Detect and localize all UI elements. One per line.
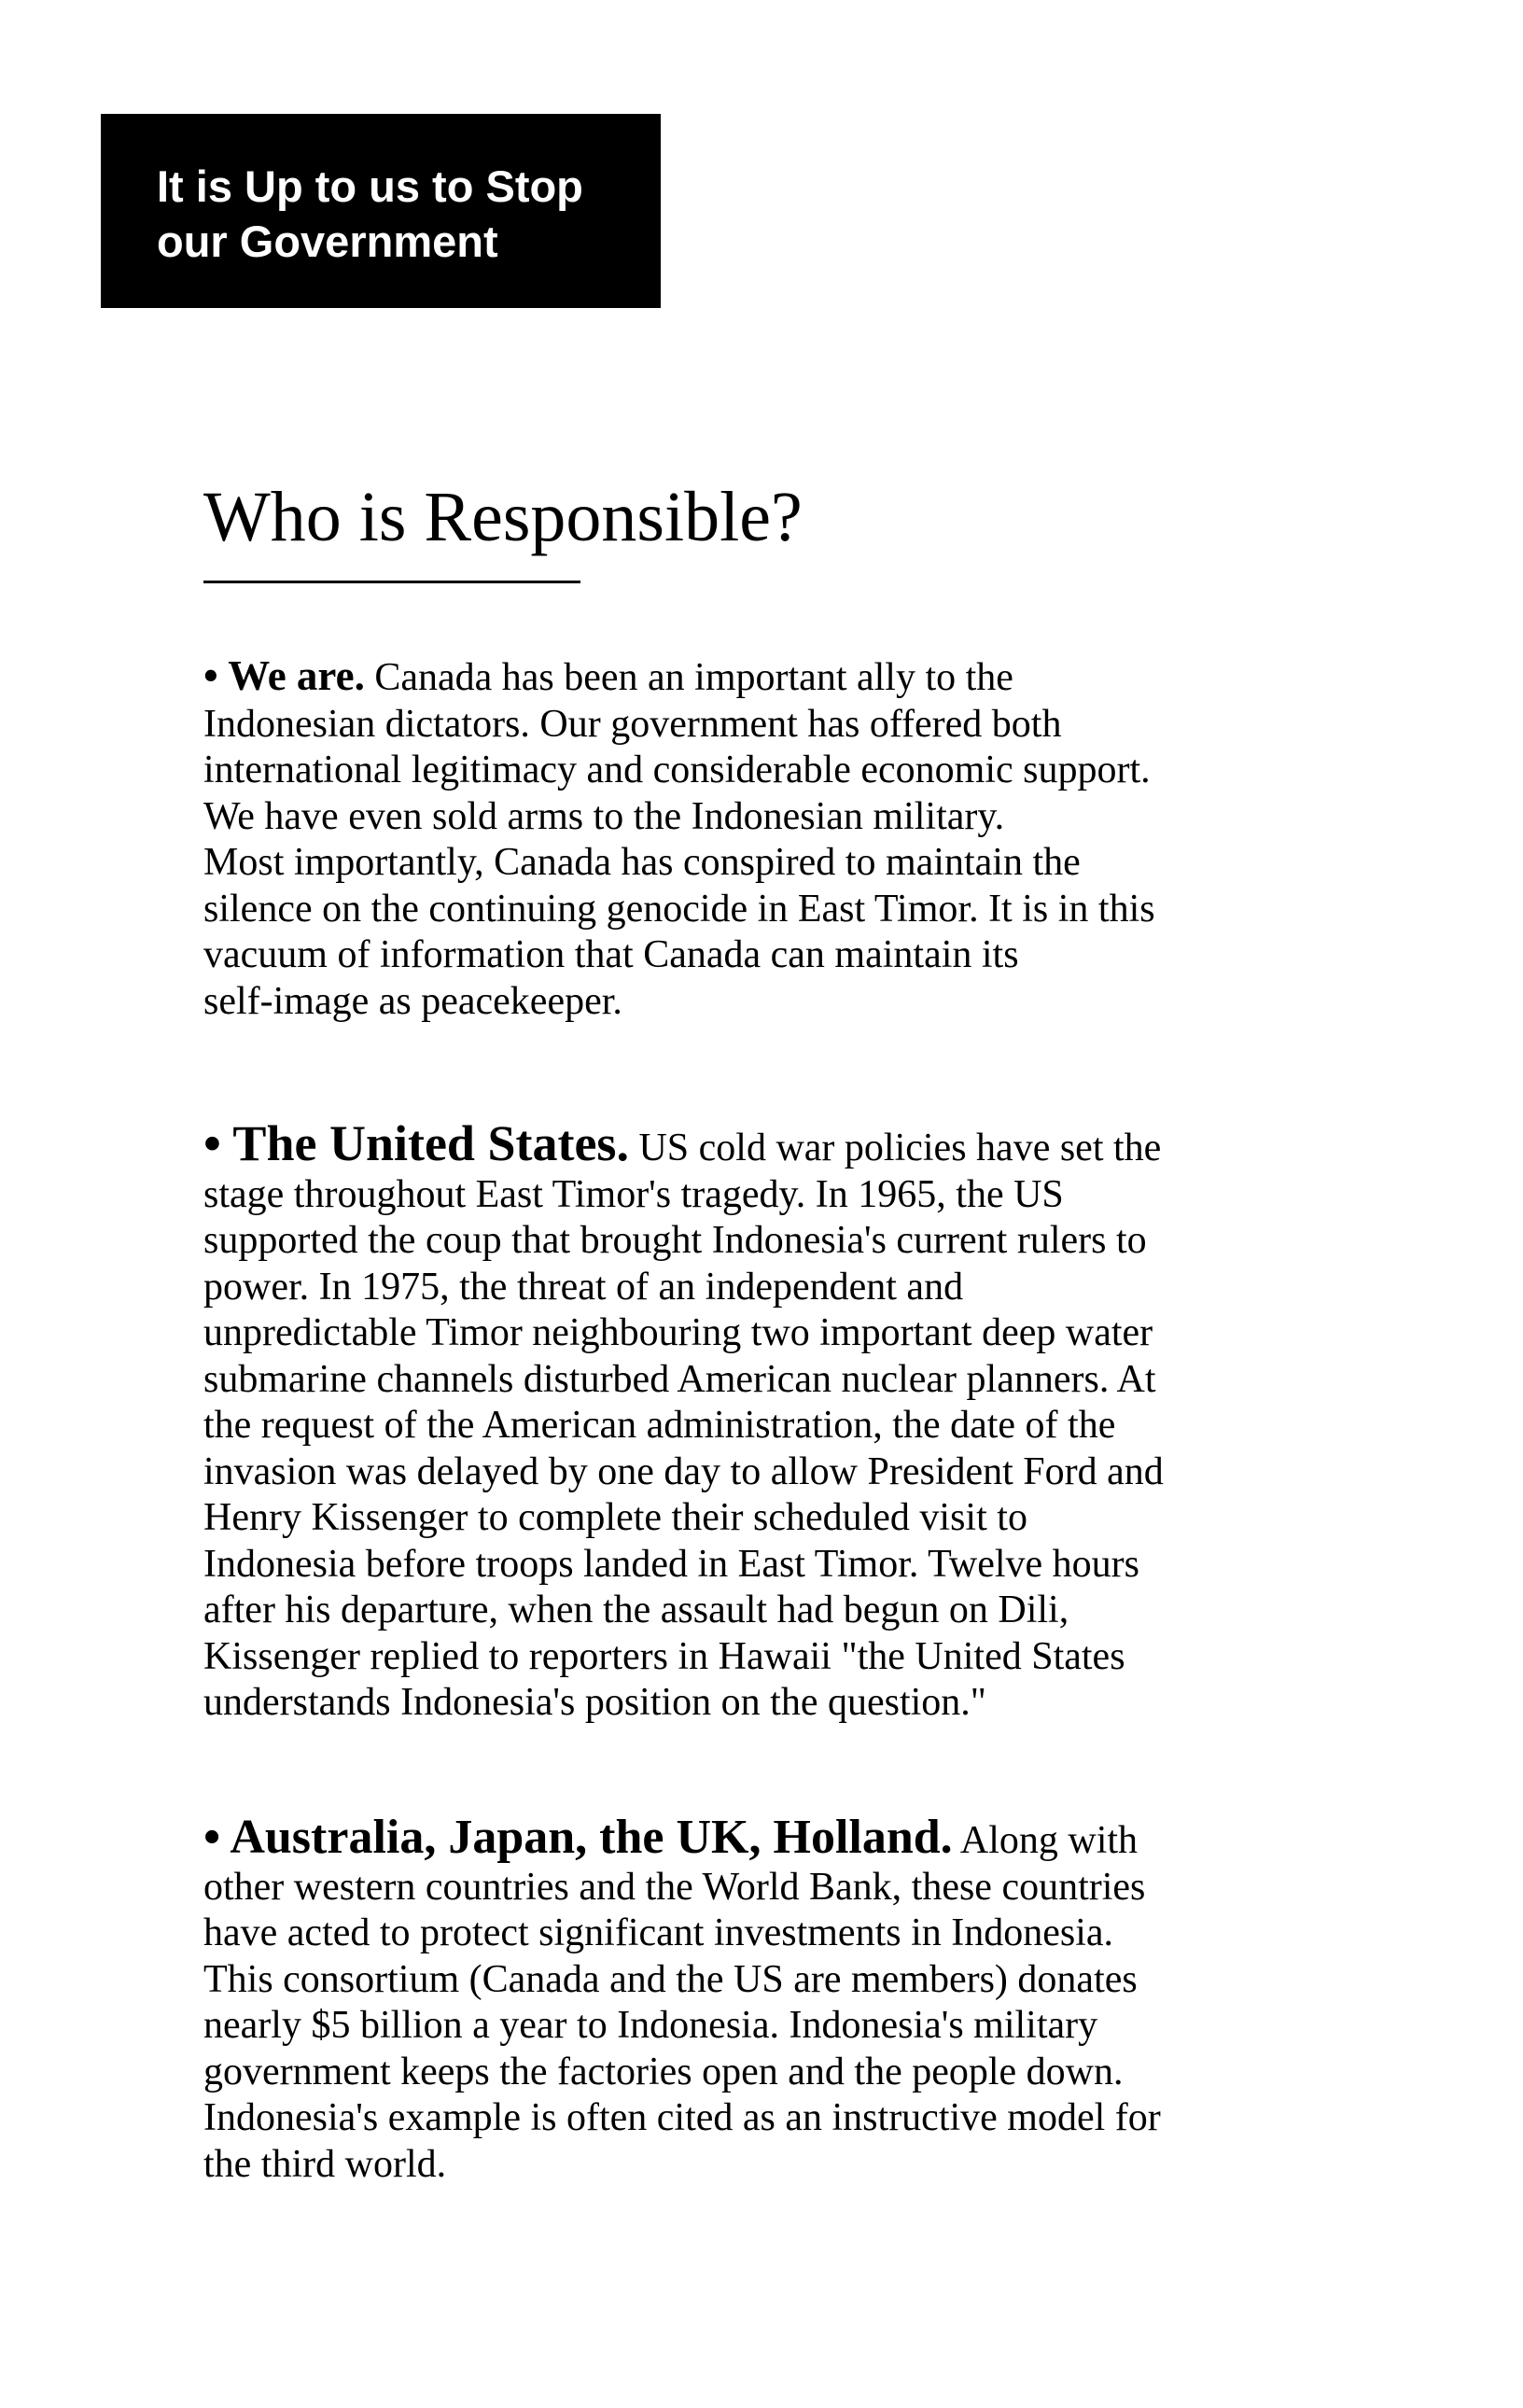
section-line: • Australia, Japan, the UK, Holland. Along with — [203, 1811, 1139, 1864]
section-lead: • Australia, Japan, the UK, Holland. — [203, 1811, 953, 1864]
section-line: vacuum of information that Canada can maintain its — [203, 933, 1019, 976]
section-line: supported the coup that brought Indonesia's current rulers to — [203, 1219, 1147, 1262]
section-line: Indonesian dictators. Our government has offered both — [203, 702, 1062, 746]
section-line: government keeps the factories open and the people down. — [203, 2050, 1124, 2093]
section-line: silence on the continuing genocide in East Timor. It is in this — [203, 887, 1155, 931]
banner — [101, 114, 661, 308]
section-line: • We are. Canada has been an important ally to the — [203, 652, 1013, 699]
section-line: submarine channels disturbed American nuclear planners. At — [203, 1357, 1156, 1401]
page-title: Who is Responsible? — [203, 478, 803, 556]
section-line: unpredictable Timor neighbouring two important deep water — [203, 1311, 1153, 1354]
section-lead: • We are. — [203, 652, 365, 699]
section-line: nearly $5 billion a year to Indonesia. Indonesia's military — [203, 2004, 1098, 2047]
section-line: international legitimacy and considerable economic support. — [203, 749, 1151, 791]
section-line: • The United States. US cold war policies have set the — [203, 1115, 1162, 1171]
section-line: We have even sold arms to the Indonesian military. — [203, 794, 1005, 838]
section-line: Indonesia's example is often cited as an instructive model for — [203, 2096, 1161, 2139]
section-line: after his departure, when the assault had begun on Dili, — [203, 1589, 1069, 1631]
section-line: Henry Kissenger to complete their scheduled visit to — [203, 1496, 1027, 1539]
section-line: self-image as peacekeeper. — [203, 979, 622, 1023]
section-line: the request of the American administration, the date of the — [203, 1404, 1116, 1447]
section-line: power. In 1975, the threat of an independent and — [203, 1265, 964, 1309]
section-we-are — [203, 653, 1417, 1025]
section-united-states — [203, 1115, 1417, 1727]
banner-line-1: It is Up to us to Stop — [157, 161, 583, 211]
section-line: other western countries and the World Bank, these countries — [203, 1865, 1146, 1909]
section-line: Indonesia before troops landed in East Timor. Twelve hours — [203, 1542, 1139, 1586]
section-line: have acted to protect significant investments in Indonesia. — [203, 1911, 1114, 1954]
title-underline — [203, 581, 580, 583]
section-line: invasion was delayed by one day to allow President Ford and — [203, 1449, 1164, 1493]
section-line: Kissenger replied to reporters in Hawaii "the United States — [203, 1634, 1125, 1678]
section-line: stage throughout East Timor's tragedy. In 1965, the US — [203, 1172, 1064, 1216]
section-line: This consortium (Canada and the US are members) donates — [203, 1957, 1138, 2001]
section-line: the third world. — [203, 2142, 447, 2186]
section-line: understands Indonesia's position on the question." — [203, 1681, 986, 1724]
section-other-countries — [203, 1811, 1417, 2188]
section-line: Most importantly, Canada has conspired to maintain the — [203, 841, 1081, 884]
banner-line-2: our Government — [157, 217, 498, 266]
section-lead: • The United States. — [203, 1115, 629, 1171]
